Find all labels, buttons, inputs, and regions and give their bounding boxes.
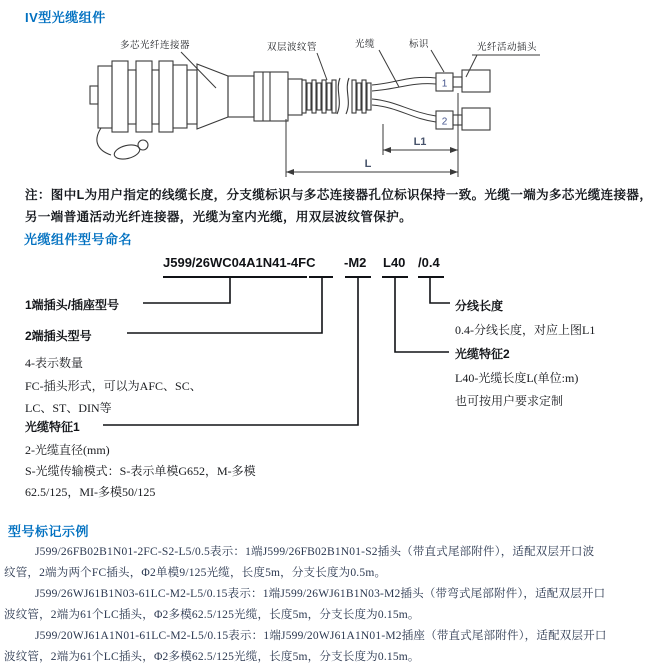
cable-feature1-line: S-光缆传输模式：S-表示单模G652，M-多模 [25, 464, 256, 478]
example-line: J599/26FB02B1N01-2FC-S2-L5/0.5表示：1端J599/26FB02B1N01-S2插头（带直式尾部附件），适配双层开口波 [35, 546, 595, 558]
dimension-arrowheads [286, 147, 458, 175]
end1-title: 1端插头/插座型号 [25, 298, 120, 312]
cable-feature2-line: 也可按用户要求定制 [455, 394, 564, 408]
cable-feature1-title: 光缆特征1 [25, 420, 80, 434]
example-line: 波纹管，2端为61个LC插头，Φ2多模62.5/125光缆，长度5m，分支长度为0.15m。 [4, 609, 420, 621]
part-number-seg3: L40 [383, 255, 406, 270]
cable-feature1-line: 62.5/125，MI-多模50/125 [25, 485, 156, 499]
corrugated-tube-drawing [302, 78, 371, 114]
example-line: 纹管，2端为两个FC插头，Φ2单模9/125光缆，长度5m，分支长度为0.5m。 [4, 567, 387, 579]
example-line: 波纹管，2端为61个LC插头，Φ2多模62.5/125光缆，长度5m，分支长度为0.15m。 [4, 651, 420, 663]
part-number-seg1: J599/26WC04A1N41-4FC [163, 255, 316, 270]
cable-feature2-title: 光缆特征2 [455, 347, 510, 361]
section3-heading: 型号标记示例 [8, 524, 90, 539]
end2-line: FC-插头形式，可以为AFC、SC、 [25, 379, 202, 393]
label-marker: 标识 [409, 39, 430, 50]
connector-drawing [90, 61, 302, 161]
example-line: J599/26WJ61B1N03-61LC-M2-L5/0.15表示：1端J599/26WJ61B1N03-M2插头（带弯式尾部附件），适配双层开口 [35, 588, 606, 600]
end2-title: 2端插头型号 [25, 329, 92, 343]
label-multicore-connector: 多芯光纤连接器 [120, 40, 191, 51]
branch-marker-2: 2 [441, 116, 448, 128]
example-line: J599/20WJ61A1N01-61LC-M2-L5/0.15表示：1端J599/20WJ61A1N01-M2插座（带直式尾部附件），适配双层开口 [35, 630, 607, 642]
dimension-label-L1: L1 [413, 136, 427, 148]
section2-heading: 光缆组件型号命名 [24, 232, 133, 247]
part-number-seg2: -M2 [344, 255, 367, 270]
note-line-1: 注：图中L为用户指定的线缆长度，分支缆标识与多芯连接器孔位标识保持一致。光缆一端为多芯光缆连接器， [25, 188, 653, 202]
cable-feature2-line: L40-光缆长度L(单位:m) [455, 371, 579, 385]
branch-cables-drawing [372, 77, 436, 122]
branch-length-line: 0.4-分线长度，对应上图L1 [455, 323, 596, 337]
label-fiber-plug: 光纤活动插头 [477, 42, 538, 53]
label-cable: 光缆 [355, 39, 376, 50]
end2-line: LC、ST、DIN等 [25, 401, 112, 415]
label-leader-lines [181, 50, 540, 88]
cable-feature1-line: 2-光缆直径(mm) [25, 443, 110, 457]
end2-line: 4-表示数量 [25, 356, 83, 370]
dimension-label-L: L [364, 158, 372, 170]
branch-length-title: 分线长度 [455, 299, 504, 313]
breakdown-connector-lines [103, 278, 450, 425]
part-number-seg4: /0.4 [418, 255, 440, 270]
section1-heading: IV型光缆组件 [25, 10, 106, 25]
note-line-2: 另一端普通活动光纤连接器，光缆为室内光缆，用双层波纹管保护。 [25, 210, 413, 224]
branch-marker-1: 1 [441, 78, 448, 90]
label-double-corrugated-tube: 双层波纹管 [267, 42, 318, 53]
